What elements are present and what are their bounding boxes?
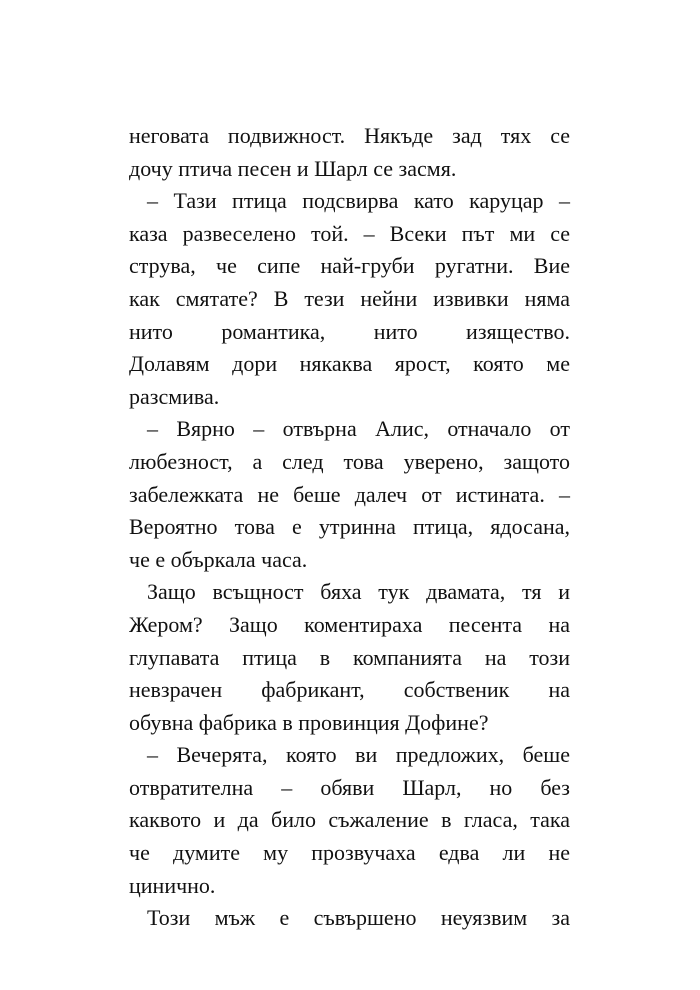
body-text <box>129 120 570 935</box>
text-line: разсмива. <box>129 383 220 409</box>
text-line: – Тази птица подсвирва като каруцар – <box>147 188 570 214</box>
text-line: Вероятно това е утринна птица, ядосана, <box>129 514 570 540</box>
text-line: неговата подвижност. Някъде зад тях се <box>129 123 570 148</box>
text-line: Защо всъщност бяха тук двамата, тя и <box>147 579 570 605</box>
text-line: че е объркала часа. <box>129 546 308 572</box>
text-line: каза развеселено той. – Всеки път ми се <box>129 220 570 246</box>
text-line: Жером? Защо коментираха песента на <box>129 611 570 637</box>
text-line: каквото и да било съжаление в гласа, така <box>129 807 570 833</box>
text-line: невзрачен фабрикант, собственик на <box>129 677 570 703</box>
text-line: че думите му прозвучаха едва ли не <box>129 840 570 866</box>
text-line: – Вечерята, която ви предложих, беше <box>147 742 570 768</box>
text-line: забележката не беше далеч от истината. – <box>129 481 570 507</box>
text-line: – Вярно – отвърна Алис, отначало от <box>147 416 570 442</box>
text-line: обувна фабрика в провинция Дофине? <box>129 709 489 735</box>
text-line: как смятате? В тези нейни извивки няма <box>129 285 570 311</box>
text-line: цинично. <box>129 872 216 898</box>
text-line: дочу птича песен и Шарл се засмя. <box>129 155 457 181</box>
text-line: струва, че сипе най-груби ругатни. Вие <box>129 253 570 279</box>
text-line: Този мъж е съвършено неуязвим за <box>147 905 570 931</box>
text-line: отвратителна – обяви Шарл, но без <box>129 774 570 800</box>
text-line: нито романтика, нито изящество. <box>129 318 570 344</box>
text-line: любезност, а след това уверено, защото <box>129 448 570 474</box>
text-line: Долавям дори някаква ярост, която ме <box>129 351 570 377</box>
text-line: глупавата птица в компанията на този <box>129 644 570 670</box>
